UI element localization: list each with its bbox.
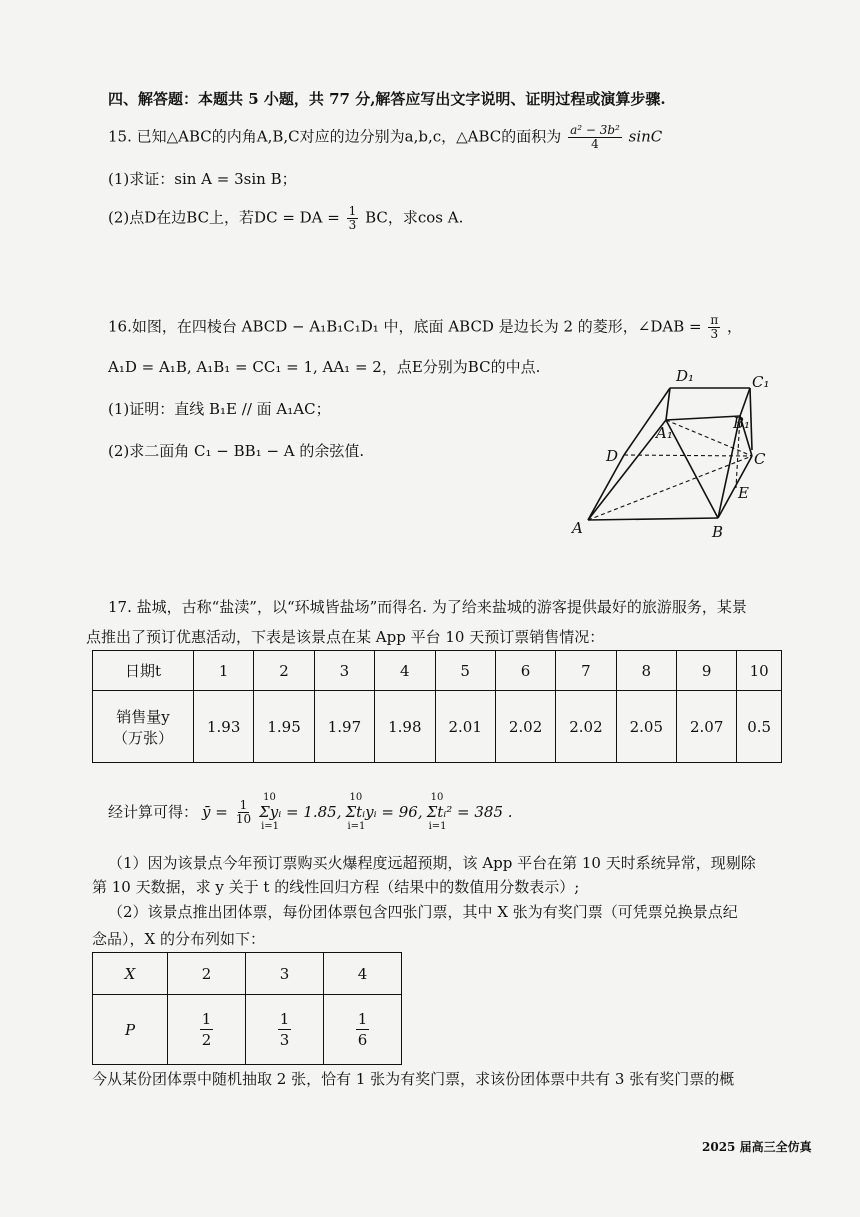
q16-angle-numerator: π [710, 313, 719, 327]
edge-ab [588, 518, 718, 520]
sum3-expr: Σtᵢ² = 385 . [426, 803, 513, 821]
day-cell: 1 [194, 651, 254, 691]
sum2-expr: Σtᵢyᵢ = 96, [345, 803, 423, 821]
sum2-block [345, 792, 422, 832]
row-header-sales-line2: （万张） [112, 728, 173, 747]
label-a1: A₁ [656, 424, 673, 442]
dist-row-p [93, 995, 402, 1065]
q15-area-fraction [568, 124, 622, 151]
table-row-days [93, 651, 782, 691]
label-a: A [572, 519, 583, 537]
sum1-bottom: i=1 [261, 821, 280, 832]
dist-row-x [93, 953, 402, 995]
q16-part1: (1)证明：直线 B₁E // 面 A₁AC； [108, 400, 331, 418]
edge-a1b [666, 420, 718, 518]
q16-stem [108, 314, 742, 341]
q15-part1: (1)求证：sin A = 3sin B； [108, 170, 297, 188]
dist-header-x: X [93, 953, 168, 995]
q17-line2: 点推出了预订优惠活动，下表是该景点在某 App 平台 10 天预订票销售情况： [86, 628, 605, 646]
sum3-block [427, 792, 513, 832]
section-header: 四、解答题：本题共 5 小题，共 77 分,解答应写出文字说明、证明过程或演算步骤. [108, 90, 666, 108]
dist-p-num: 1 [279, 1010, 290, 1028]
row-header-sales-line1: 销售量y [116, 707, 170, 726]
dist-header-p: P [93, 995, 168, 1065]
q15-part2-fraction [347, 205, 359, 232]
calc-fraction-numerator: 1 [239, 797, 248, 812]
dist-x-cell: 2 [168, 953, 246, 995]
day-cell: 2 [254, 651, 314, 691]
q15-area-denominator: 4 [591, 137, 599, 151]
dist-x-cell: 3 [246, 953, 324, 995]
edge-dc-hidden [624, 455, 752, 456]
q15-part2-denominator: 3 [348, 218, 357, 232]
label-d1: D₁ [676, 367, 695, 385]
edge-a1b1 [666, 416, 740, 420]
dist-x-cell: 4 [324, 953, 402, 995]
day-cell: 5 [435, 651, 495, 691]
sales-cell: 2.07 [677, 691, 737, 763]
label-e: E [738, 484, 749, 502]
sales-cell: 1.98 [375, 691, 435, 763]
q16-stem-prefix: 16.如图，在四棱台 ABCD − A₁B₁C₁D₁ 中，底面 ABCD 是边长为 2 的菱形，∠DAB = [108, 317, 702, 336]
q15-stem [108, 124, 662, 151]
q16-angle-suffix: ， [727, 317, 743, 336]
sales-cell: 1.93 [194, 691, 254, 763]
q15-area-suffix: sinC [628, 127, 663, 146]
q17-calc-line [108, 792, 513, 832]
q15-area-numerator: a² − 3b² [570, 123, 620, 137]
sales-cell: 2.05 [616, 691, 676, 763]
day-cell: 10 [737, 651, 782, 691]
day-cell: 3 [314, 651, 374, 691]
table-row-sales [93, 691, 782, 763]
label-d: D [606, 447, 619, 465]
calc-ybar: ȳ = [202, 803, 228, 821]
label-b1: B₁ [733, 414, 751, 432]
q17-distribution-table [92, 952, 402, 1065]
dist-p-cell [246, 995, 324, 1065]
sales-cell: 2.02 [556, 691, 616, 763]
q15-stem-prefix: 15. 已知△ABC的内角A,B,C对应的边分别为a,b,c，△ABC的面积为 [108, 127, 562, 146]
dist-p-fraction [356, 1009, 370, 1050]
q15-part2 [108, 205, 463, 232]
sales-cell: 2.02 [495, 691, 555, 763]
calc-prefix: 经计算可得： [108, 803, 199, 821]
dist-p-fraction [278, 1009, 292, 1050]
label-c: C [754, 450, 766, 468]
q16-line2: A₁D = A₁B, A₁B₁ = CC₁ = 1, AA₁ = 2，点E分别为BC的中点. [108, 358, 541, 376]
row-header-sales [93, 691, 194, 763]
sales-cell: 1.95 [254, 691, 314, 763]
q16-part2: (2)求二面角 C₁ − BB₁ − A 的余弦值. [108, 442, 365, 460]
q17-sales-table [92, 650, 782, 763]
sales-cell: 0.5 [737, 691, 782, 763]
page-footer: 2025 届高三全仿真 [702, 1140, 812, 1154]
q15-part2-suffix: BC，求cos A. [365, 208, 464, 227]
dist-p-num: 1 [357, 1010, 368, 1028]
q17-line1: 17. 盐城，古称“盐渎”，以“环城皆盐场”而得名. 为了给来盐城的游客提供最好的旅游服务，某景 [108, 598, 747, 616]
day-cell: 8 [616, 651, 676, 691]
day-cell: 7 [556, 651, 616, 691]
sum3-bottom: i=1 [428, 821, 447, 832]
day-cell: 9 [677, 651, 737, 691]
q17-part1-line1: （1）因为该景点今年预订票购买火爆程度远超预期，该 App 平台在第 10 天时系统异常，现剔除 [108, 854, 756, 872]
day-cell: 4 [375, 651, 435, 691]
q15-part2-numerator: 1 [348, 204, 357, 218]
sum1-top: 10 [263, 792, 276, 803]
q15-part2-prefix: (2)点D在边BC上，若DC = DA = [108, 208, 340, 227]
q17-part2-line2: 念品），X 的分布列如下： [92, 930, 265, 948]
q16-angle-fraction [708, 314, 720, 341]
dist-p-den: 3 [279, 1031, 290, 1049]
dist-p-fraction [200, 1009, 214, 1050]
dist-p-cell [168, 995, 246, 1065]
sales-cell: 2.01 [435, 691, 495, 763]
row-header-day: 日期t [93, 651, 194, 691]
q16-frustum-figure [560, 360, 800, 545]
calc-fraction-denominator: 10 [235, 811, 252, 826]
q17-last-line: 今从某份团体票中随机抽取 2 张，恰有 1 张为有奖门票，求该份团体票中共有 3 张有奖门票的概 [92, 1070, 735, 1088]
q17-part2-line1: （2）该景点推出团体票，每份团体票包含四张门票，其中 X 张为有奖门票（可凭票兑换景点纪 [108, 903, 738, 921]
sum2-bottom: i=1 [347, 821, 366, 832]
edge-b1c1 [740, 388, 750, 416]
dist-p-num: 1 [201, 1010, 212, 1028]
q17-part1-line2: 第 10 天数据，求 y 关于 t 的线性回归方程（结果中的数值用分数表示）; [92, 878, 580, 896]
edge-a1a [588, 420, 666, 520]
dist-p-den: 6 [357, 1031, 368, 1049]
dist-p-cell [324, 995, 402, 1065]
calc-fraction [234, 799, 253, 826]
sum2-top: 10 [349, 792, 363, 803]
sum1-block [259, 792, 341, 832]
dist-p-den: 2 [201, 1031, 212, 1049]
day-cell: 6 [495, 651, 555, 691]
sum3-top: 10 [430, 792, 444, 803]
sum1-expr: Σyᵢ = 1.85, [259, 803, 342, 821]
q16-angle-denominator: 3 [710, 327, 719, 341]
sales-cell: 1.97 [314, 691, 374, 763]
label-b: B [712, 523, 724, 541]
edge-c1c [750, 388, 752, 450]
label-c1: C₁ [752, 373, 770, 391]
